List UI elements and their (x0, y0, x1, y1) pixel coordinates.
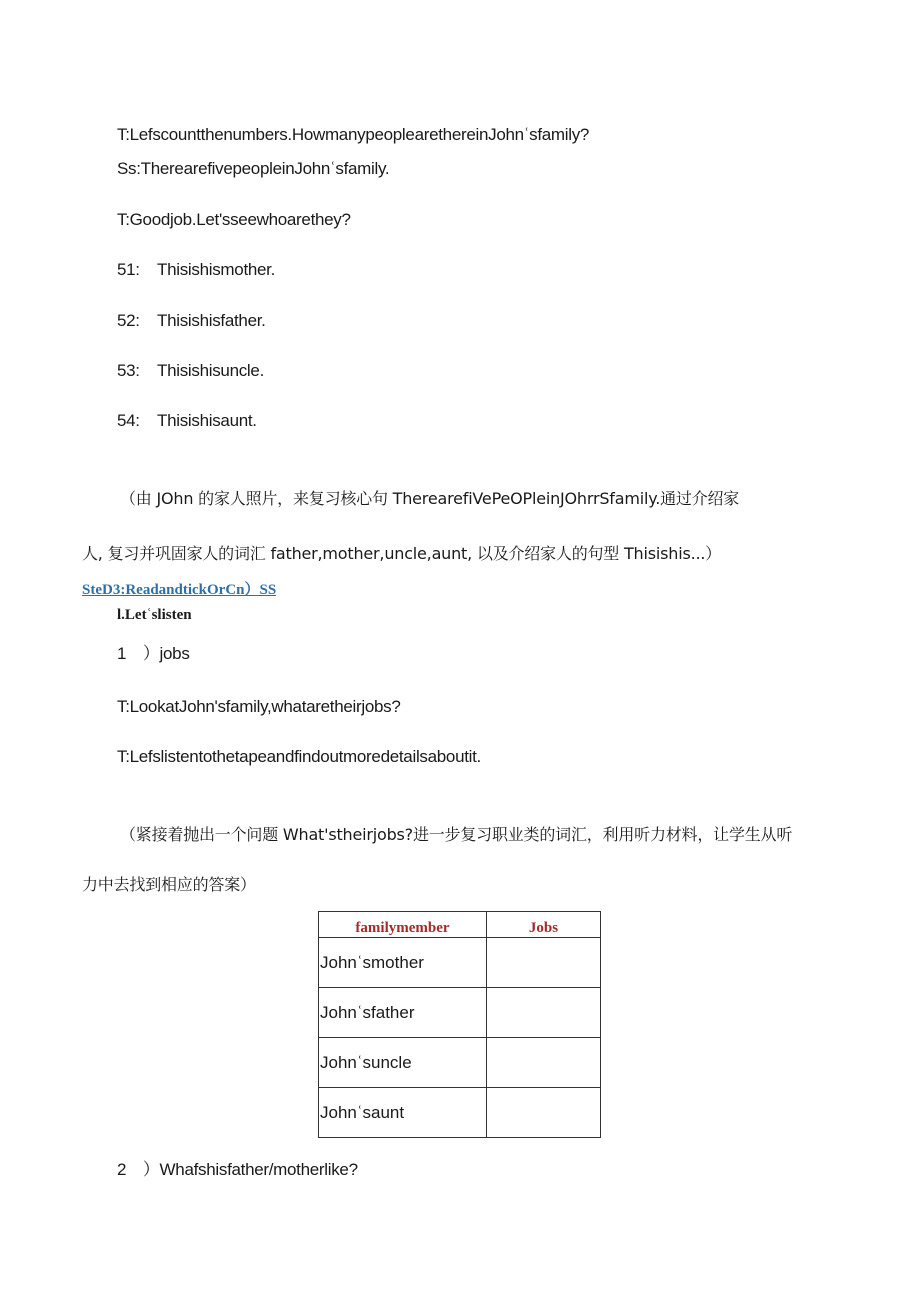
student-number: 51: (117, 260, 140, 279)
table-row (319, 1038, 601, 1088)
sub-heading: l.Letʿslisten (117, 607, 192, 623)
dialogue-line: Ss:TherearefivepeopleinJohnʿsfamily. (117, 159, 390, 178)
step-heading: SteD3:ReadandtickOrCn）SS (82, 582, 277, 598)
job-cell[interactable] (487, 1038, 601, 1088)
member-cell: Johnʿsmother (319, 938, 487, 988)
student-line (117, 311, 266, 331)
member-cell: Johnʿsfather (319, 988, 487, 1038)
column-header: familymember (319, 912, 487, 938)
member-cell: Johnʿsaunt (319, 1088, 487, 1138)
column-header: Jobs (487, 912, 601, 938)
table-row (319, 988, 601, 1038)
student-line (117, 260, 275, 280)
dialogue-line: T:Goodjob.Let'sseewhoarethey? (117, 210, 351, 229)
student-text: Thisishisfather. (157, 311, 266, 330)
jobs-table (318, 911, 601, 1138)
item-label: 1 ）jobs (117, 644, 190, 663)
table-row (319, 938, 601, 988)
student-number: 53: (117, 361, 140, 380)
teaching-note: 人, 复习并巩固家人的词汇 father,mother,uncle,aunt, 以及介绍家人的句型 Thisishis...） (82, 544, 722, 563)
student-number: 52: (117, 311, 140, 330)
table-row (319, 1088, 601, 1138)
job-cell[interactable] (487, 938, 601, 988)
teaching-note: （紧接着抛出一个问题 What'stheirjobs?进一步复习职业类的词汇，利用听力材料，让学生从听 (120, 825, 793, 844)
student-number: 54: (117, 411, 140, 430)
teaching-note: （由 JOhn 的家人照片，来复习核心句 TherearefiVePeOPleinJOhrrSfamily.通过介绍家 (120, 489, 740, 508)
member-cell: Johnʿsuncle (319, 1038, 487, 1088)
dialogue-line: T:Lefscountthenumbers.HowmanypeoplearethereinJohnʿsfamily? (117, 125, 590, 144)
teaching-note: 力中去找到相应的答案） (82, 875, 256, 894)
dialogue-line: T:Lefslistentothetapeandfindoutmoredetailsaboutit. (117, 747, 481, 766)
student-text: Thisishisaunt. (157, 411, 257, 430)
job-cell[interactable] (487, 1088, 601, 1138)
job-cell[interactable] (487, 988, 601, 1038)
dialogue-line: T:LookatJohn'sfamily,whataretheirjobs? (117, 697, 401, 716)
student-text: Thisishismother. (157, 260, 276, 279)
student-line (117, 411, 257, 431)
student-text: Thisishisuncle. (157, 361, 264, 380)
item-label: 2 ）Whafshisfather/motherlike? (117, 1160, 358, 1179)
student-line (117, 361, 264, 381)
